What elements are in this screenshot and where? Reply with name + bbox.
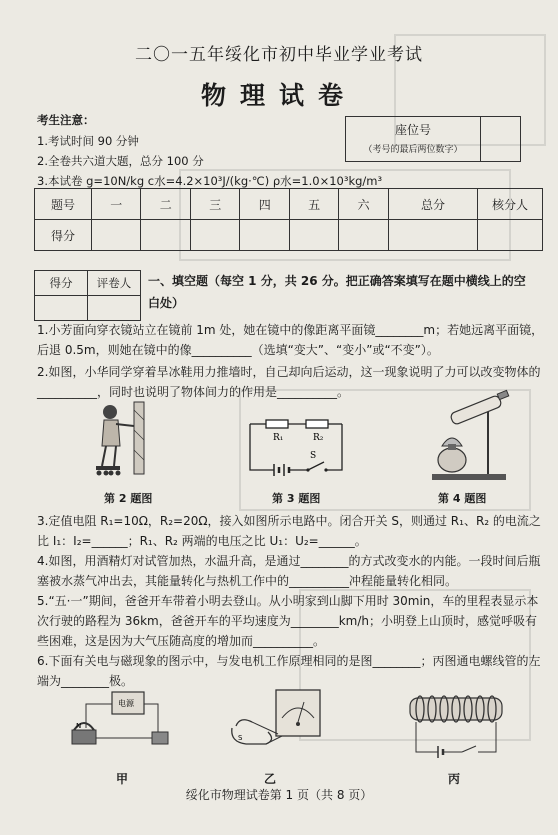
score-cell[interactable] — [478, 220, 543, 251]
notice-heading: 考生注意： — [37, 113, 95, 127]
exam-title: 二〇一五年绥化市初中毕业学业考试 — [135, 45, 423, 65]
score-cell[interactable] — [141, 220, 190, 251]
score-header-cell: 总分 — [388, 189, 477, 220]
score-header-cell: 五 — [289, 189, 338, 220]
score-header-cell: 二 — [141, 189, 190, 220]
r1-label: R₁ — [273, 433, 284, 443]
question-6: 6.下面有关电与磁现象的图示中，与发电机工作原理相同的是图________；丙图通电螺线管的左端为________极。 — [37, 654, 541, 688]
figure-3-caption: 第 3 题图 — [272, 492, 321, 505]
score-table-score-row — [35, 220, 543, 251]
question-4: 4.如图，用酒精灯对试管加热，水温升高，是通过________的方式改变水的内能。一段时间后瓶塞被水蒸气冲出去，其能量转化与热机工作中的__________冲程能量转化相同。 — [37, 554, 541, 588]
question-5: 5.“五·一”期间，爸爸开车带着小明去登山。从小明家到山脚下用时 30min，车的里程表显示本次行驶的路程为 36km，爸爸开车的平均速度为________km/h；小明登上山顶时，感觉呼吸有些困难，这是因为大气压随高度的增加而__________。 — [37, 594, 539, 648]
section-heading: 一、填空题（每空 1 分，共 26 分。把正确答案填写在题中横线上的空白处） — [148, 274, 526, 310]
score-header-cell: 核分人 — [478, 189, 543, 220]
score-table — [34, 188, 543, 251]
r2-label: R₂ — [313, 433, 324, 443]
score-cell[interactable] — [388, 220, 477, 251]
pole-n-label: N — [76, 722, 82, 730]
seat-number-hint: （考号的最后两位数字） — [363, 145, 463, 155]
score-cell[interactable] — [339, 220, 388, 251]
question-1: 1.小芳面向穿衣镜站立在镜前 1m 处，她在镜中的像距离平面镜________m；若她远离平面镜，后退 0.5m，则她在镜中的像__________（选填“变大”、“变小”或“不变”）。 — [37, 323, 544, 357]
figure-yi-caption: 乙 — [264, 772, 277, 786]
grader-name-cell[interactable] — [88, 296, 141, 321]
power-source-label: 电源 — [118, 699, 134, 708]
notice-item-time: 1.考试时间 90 分钟 — [37, 134, 139, 148]
score-header-cell: 三 — [190, 189, 239, 220]
page-footer: 绥化市物理试卷第 1 页（共 8 页） — [185, 788, 373, 802]
figure-4-caption: 第 4 题图 — [438, 492, 487, 505]
score-table-header-row — [35, 189, 543, 220]
seat-number-field[interactable] — [481, 117, 520, 161]
subject-title: 物理试卷 — [200, 81, 357, 110]
grader-score-cell[interactable] — [35, 296, 88, 321]
figure-2-caption: 第 2 题图 — [104, 492, 153, 505]
score-header-cell: 四 — [240, 189, 289, 220]
seat-number-label: 座位号 — [394, 123, 431, 137]
score-cell[interactable] — [240, 220, 289, 251]
seat-number-box — [345, 116, 521, 162]
figure-jia-electromagnet — [66, 686, 174, 754]
score-header-cell: 题号 — [35, 189, 92, 220]
question-3: 3.定值电阻 R₁=10Ω，R₂=20Ω，接入如图所示电路中。闭合开关 S，则通过 R₁、R₂ 的电流之比 I₁：I₂=______；R₁、R₂ 两端的电压之比 U₁：U₂=______。 — [37, 514, 541, 548]
score-cell[interactable] — [289, 220, 338, 251]
magnet-s-label: S — [238, 734, 243, 742]
figure-bing-caption: 丙 — [448, 772, 461, 786]
grader-name-header: 评卷人 — [88, 271, 141, 296]
score-row-label: 得分 — [35, 220, 92, 251]
grader-table — [34, 270, 141, 321]
score-header-cell: 六 — [339, 189, 388, 220]
score-cell[interactable] — [92, 220, 141, 251]
figure-bing-solenoid — [402, 688, 512, 762]
switch-label: S — [310, 451, 317, 461]
roller-skater-figure — [88, 402, 148, 480]
grader-score-header: 得分 — [35, 271, 88, 296]
test-tube-heating-figure — [428, 392, 518, 484]
question-2: 2.如图，小华同学穿着旱冰鞋用力推墙时，自己却向后运动，这一现象说明了力可以改变物体的__________，同时也说明了物体间力的作用是__________。 — [37, 365, 541, 399]
figure-yi-galvanometer — [226, 688, 326, 758]
score-header-cell: 一 — [92, 189, 141, 220]
notice-constants: 3.本试卷 g=10N/kg c水=4.2×10³J/(kg·℃) ρ水=1.0×10³kg/m³ — [37, 174, 383, 188]
score-cell[interactable] — [190, 220, 239, 251]
notice-item-score: 2.全卷共六道大题，总分 100 分 — [37, 154, 204, 168]
series-circuit-figure — [244, 414, 348, 480]
figure-jia-caption: 甲 — [116, 772, 129, 786]
